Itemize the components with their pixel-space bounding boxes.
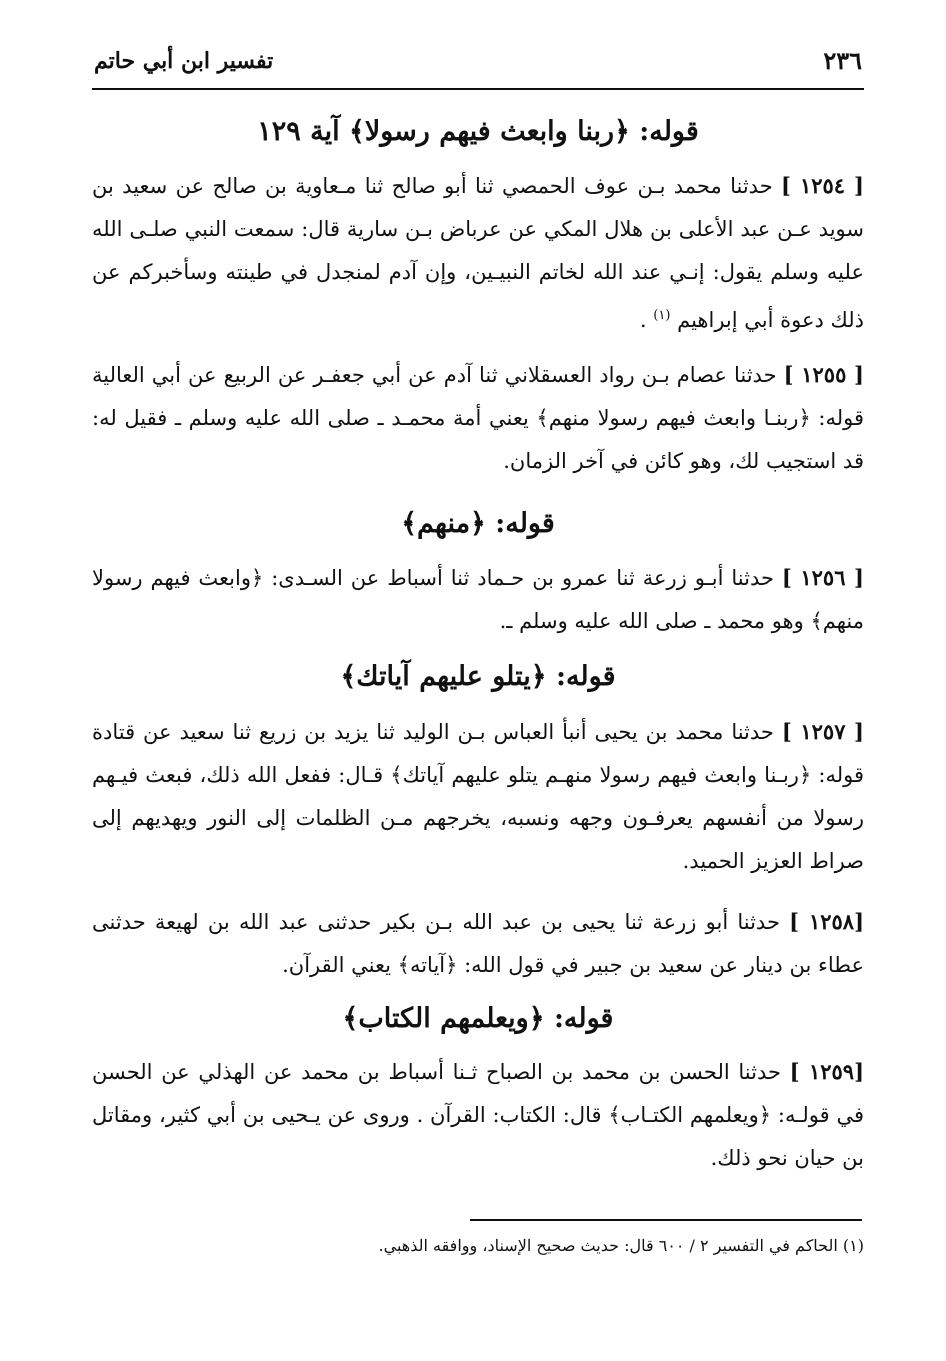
hadith-text: حدثنا محمد بن يحيى أنبأ العباس بـن الوليد ثنا يزيد بن زريع ثنا سعيد عن قتادة قوله: ﴿ربـنا وابعث فيهم رسولا منهـم يتلو عليهم آياتك﴾ قـال: ففعل الله ذلك، فبعث فيـهم رسولا من أنفسهم يعرفـون وجهه ونسبه، يخرجهم مـن الظلمات إلى النور ويهديهم إلى صراط العزيز الحميد. [92,720,864,873]
footnote-divider [470,1219,862,1221]
footnote-reference: (١) [653,308,671,323]
running-title: تفسير ابن أبي حاتم [94,48,274,74]
hadith-paragraph [92,556,864,643]
hadith-number: [ ١٢٥٤ ] [781,173,864,198]
hadith-paragraph [92,164,864,342]
hadith-paragraph [92,353,864,483]
hadith-text: حدثنا عصام بـن رواد العسقلاني ثنا آدم عن أبي جعفـر عن الربيع عن أبي العالية قوله: ﴿ربنـا وابعث فيهم رسولا منهم﴾ يعني أمة محمـد ـ صلى الله عليه وسلم ـ فقيل له: قد استجيب لك، وهو كائن في آخر الزمان. [92,363,864,473]
hadith-text-end: . [639,308,654,332]
page-header [92,40,864,90]
section-heading: قوله: ﴿ربنا وابعث فيهم رسولا﴾ آية ١٢٩ [257,116,699,147]
hadith-number: [١٢٥٩ ] [789,1059,864,1084]
section-heading: قوله: ﴿يتلو عليهم آياتك﴾ [340,661,616,692]
section-heading: قوله: ﴿ويعلمهم الكتاب﴾ [342,1003,614,1034]
hadith-text: حدثنا أبو زرعة ثنا يحيى بن عبد الله بـن بكير حدثنى عبد الله بن لهيعة حدثنى عطاء بن دينار عن سعيد بن جبير في قول الله: ﴿آياته﴾ يعني القرآن. [92,910,864,977]
hadith-number: [١٢٥٨ ] [789,909,864,934]
hadith-text: حدثنا محمد بـن عوف الحمصي ثنا أبو صالح ثنا مـعاوية بن صالح عن سعيد بن سويد عـن عبد الأعلى بن هلال المكي عن عرباض بـن سارية قال: سمعت النبي صلـى الله عليه وسلم يقول: إنـي عند الله لخاتم النبيـين، وإن آدم لمنجدل في طينته وسأخبركم عن ذلك دعوة أبي إبراهيم [92,174,864,332]
hadith-text: حدثنا الحسن بن محمد بن الصباح ثـنا أسباط بن محمد عن الهذلي عن الحسن في قولـه: ﴿ويعلمهم الكتـاب﴾ قال: الكتاب: القرآن . وروى عن يـحيى بن أبي كثير، ومقاتل بن حيان نحو ذلك. [92,1060,864,1170]
page-number: ٢٣٦ [823,46,862,75]
hadith-paragraph [92,1050,864,1180]
section-heading: قوله: ﴿منهم﴾ [401,508,555,539]
hadith-paragraph [92,900,864,987]
hadith-number: [ ١٢٥٥ ] [783,362,864,387]
footnote: (١) الحاكم في التفسير ٢ / ٦٠٠ قال: حديث صحيح الإسناد، ووافقه الذهبي. [378,1236,864,1255]
hadith-number: [ ١٢٥٧ ] [781,719,864,744]
hadith-text: حدثنا أبـو زرعة ثنا عمرو بن حـماد ثنا أسباط عن السـدى: ﴿وابعث فيهم رسولا منهم﴾ وهو محمد ـ صلى الله عليه وسلم ـ. [92,566,864,633]
hadith-number: [ ١٢٥٦ ] [781,565,864,590]
hadith-paragraph [92,710,864,883]
